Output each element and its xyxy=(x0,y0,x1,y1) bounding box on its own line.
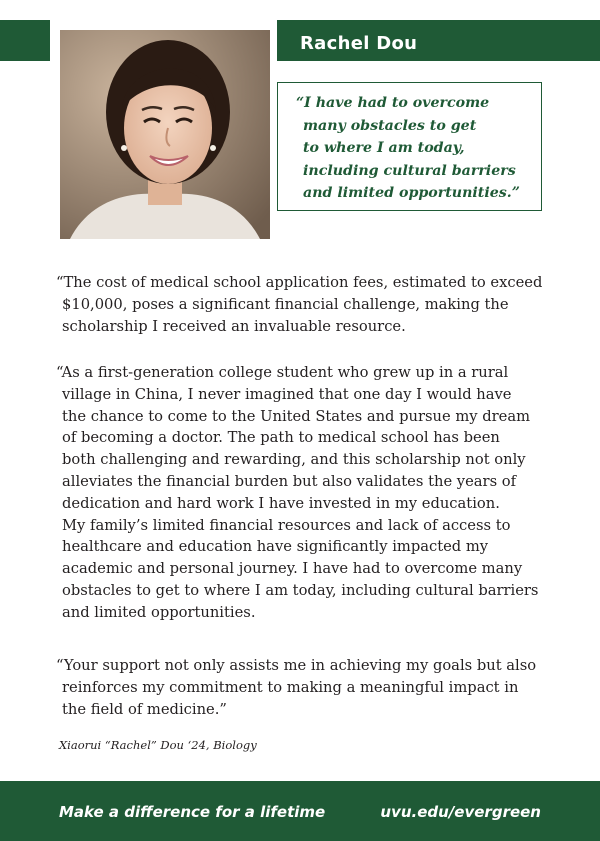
paragraph-background xyxy=(56,362,546,624)
pull-quote-line: including cultural barriers xyxy=(303,162,516,179)
paragraph-line: village in China, I never imagined that one day I would have xyxy=(62,385,512,403)
paragraph-line: reinforces my commitment to making a meaningful impact in xyxy=(62,678,519,696)
pull-quote-line: “I have had to overcome xyxy=(296,95,490,111)
footer-website-link[interactable]: uvu.edu/evergreen xyxy=(380,803,541,821)
footer-tagline: Make a difference for a lifetime xyxy=(59,803,326,821)
paragraph-line: alleviates the financial burden but also validates the years of xyxy=(62,472,517,490)
paragraph-line: the field of medicine.” xyxy=(62,700,227,718)
paragraph-line: “The cost of medical school application fees, estimated to exceed xyxy=(56,274,543,291)
paragraph-line: dedication and hard work I have invested in my education. xyxy=(62,494,500,512)
pull-quote-line: many obstacles to get xyxy=(303,117,477,134)
pull-quote-line: to where I am today, xyxy=(303,140,465,156)
pull-quote-line: and limited opportunities.” xyxy=(303,185,520,201)
pull-quote xyxy=(296,92,536,205)
paragraph-line: and limited opportunities. xyxy=(62,603,256,621)
paragraph-line: both challenging and rewarding, and this scholarship not only xyxy=(62,451,526,469)
paragraph-line: “Your support not only assists me in achieving my goals but also xyxy=(56,657,537,674)
attribution: Xiaorui “Rachel” Dou ‘24, Biology xyxy=(59,738,257,752)
paragraph-line: My family’s limited financial resources and lack of access to xyxy=(62,516,511,534)
paragraph-line: scholarship I received an invaluable resource. xyxy=(62,317,406,335)
portrait-photo xyxy=(60,30,270,239)
paragraph-line: academic and personal journey. I have had to overcome many xyxy=(62,560,523,578)
paragraph-line: healthcare and education have significantly impacted my xyxy=(62,538,489,556)
student-name: Rachel Dou xyxy=(300,33,418,54)
paragraph-application-fees xyxy=(56,272,546,337)
paragraph-line: of becoming a doctor. The path to medical school has been xyxy=(62,429,500,447)
paragraph-line: “As a first-generation college student who grew up in a rural xyxy=(56,364,509,381)
paragraph-line: obstacles to get to where I am today, including cultural barriers xyxy=(62,581,539,599)
paragraph-support xyxy=(56,655,546,720)
paragraph-line: the chance to come to the United States and pursue my dream xyxy=(62,407,531,425)
paragraph-line: $10,000, poses a significant financial challenge, making the xyxy=(62,295,509,313)
